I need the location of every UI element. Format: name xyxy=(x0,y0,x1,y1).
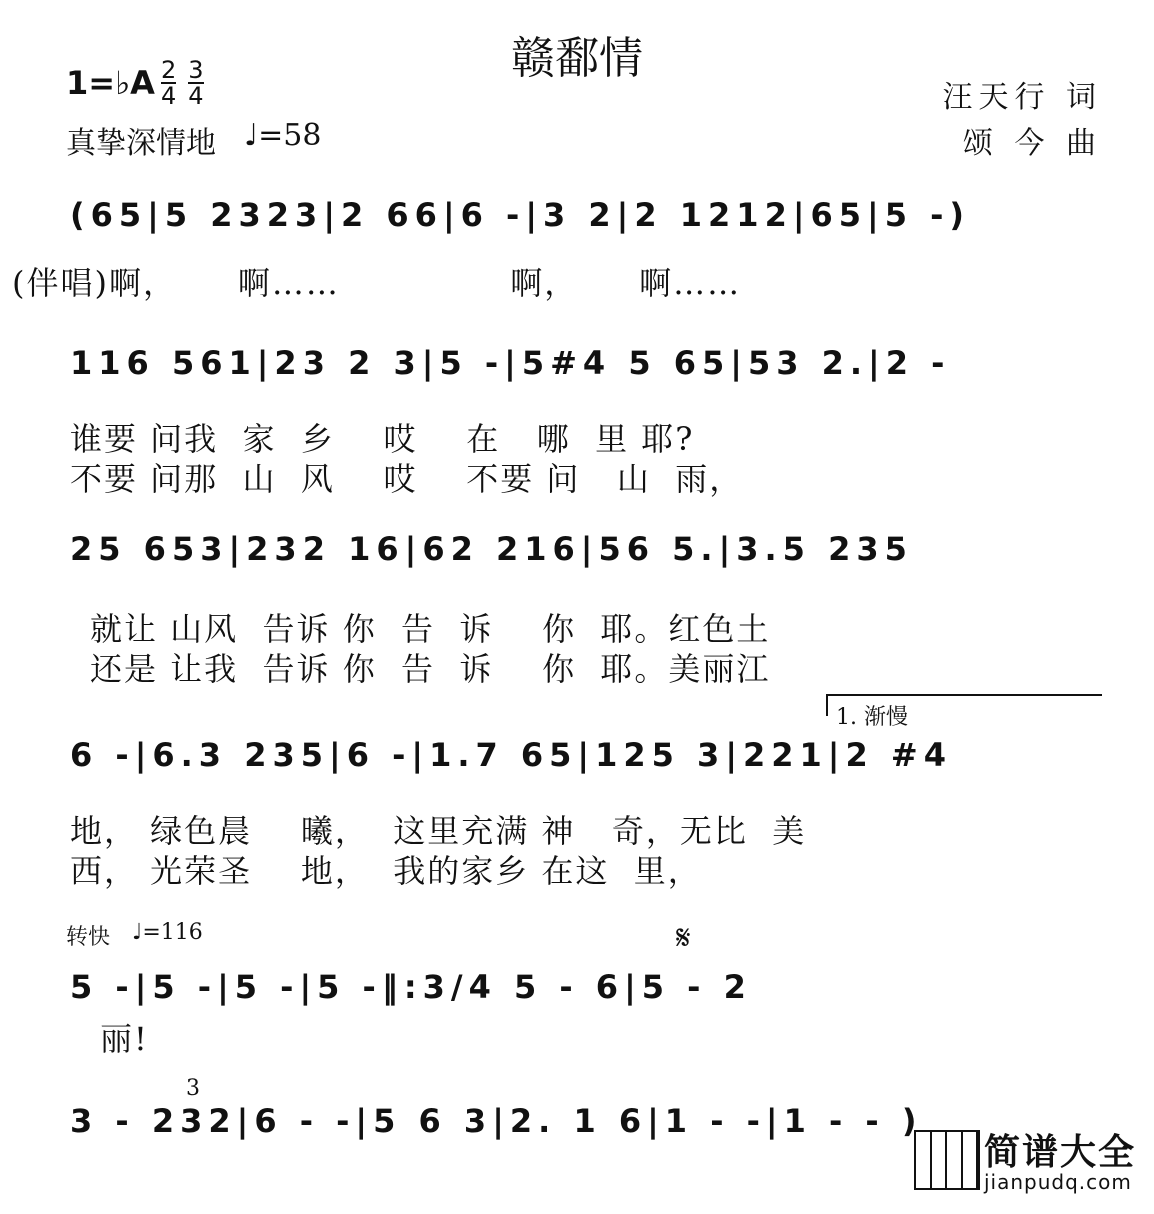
lyrics-row-4-verse-2: 西， 光荣圣 地， 我的家乡 在这 里， xyxy=(70,852,702,890)
notes-row-6: 3 - 232|6 - -|5 6 3|2. 1 6|1 - -|1 - - ) xyxy=(70,1102,923,1140)
tempo-change-value: ♩=116 xyxy=(132,920,203,945)
notes-row-2: 116 561|23 2 3|5 -|5#4 5 65|53 2.|2 - xyxy=(70,344,951,382)
watermark-name: 简谱大全 xyxy=(984,1132,1137,1173)
lyrics-row-3-verse-1: 就让 山风 告诉 你 告 诉 你 耶。红色土 xyxy=(90,610,771,648)
watermark-logo xyxy=(914,1124,1144,1204)
lyrics-row-5-verse-1: 丽! xyxy=(100,1020,149,1058)
time-signature-1: $\frac{2}{4}$ xyxy=(160,56,177,110)
triplet-mark: 3 xyxy=(186,1076,200,1101)
key-and-time xyxy=(66,58,210,108)
staff-row-1 xyxy=(60,186,1110,256)
notes-row-4: 6 -|6.3 235|6 -|1.7 65|125 3|221|2 #4 xyxy=(70,736,952,774)
time-signature-2: $\frac{3}{4}$ xyxy=(188,56,204,110)
staff-row-3 xyxy=(60,520,1110,590)
notes-row-1: (65|5 2323|2 66|6 -|3 2|2 1212|65|5 -) xyxy=(70,196,971,234)
expression-marking: 真挚深情地 xyxy=(66,126,216,161)
notes-row-5: 5 -|5 -|5 -|5 -‖:3/4 5 - 6|5 - 2 xyxy=(70,968,752,1006)
volta-label: 1. 渐慢 xyxy=(836,705,908,730)
lyrics-row-2-verse-1: 谁要 问我 家 乡 哎 在 哪 里 耶? xyxy=(70,420,695,458)
tempo-change-label: 转快 xyxy=(66,925,111,950)
staff-row-2 xyxy=(60,334,1110,404)
lyrics-row-4-verse-1: 地， 绿色晨 曦， 这里充满 神 奇，无比 美 xyxy=(70,812,807,850)
staff-row-4 xyxy=(60,726,1110,796)
watermark-url: jianpudq.com xyxy=(984,1170,1132,1194)
piano-keys-icon xyxy=(914,1130,980,1190)
song-title: 赣鄱情 xyxy=(511,33,643,84)
lyrics-row-2-verse-2: 不要 问那 山 风 哎 不要 问 山 雨， xyxy=(70,460,744,498)
segno-sign: 𝄋 xyxy=(676,918,691,958)
notes-row-3: 25 653|232 16|62 216|56 5.|3.5 235 xyxy=(70,530,913,568)
key-signature: 1=♭A xyxy=(66,64,155,102)
lyricist-credit: 汪天行 词 xyxy=(942,80,1102,115)
composer-credit: 颂 今 曲 xyxy=(962,126,1102,161)
tempo-marking: ♩=58 xyxy=(244,118,322,153)
lyrics-row-1-verse-1: (伴唱)啊， 啊…… 啊， 啊…… xyxy=(12,264,742,302)
lyrics-row-3-verse-2: 还是 让我 告诉 你 告 诉 你 耶。美丽江 xyxy=(90,650,771,688)
